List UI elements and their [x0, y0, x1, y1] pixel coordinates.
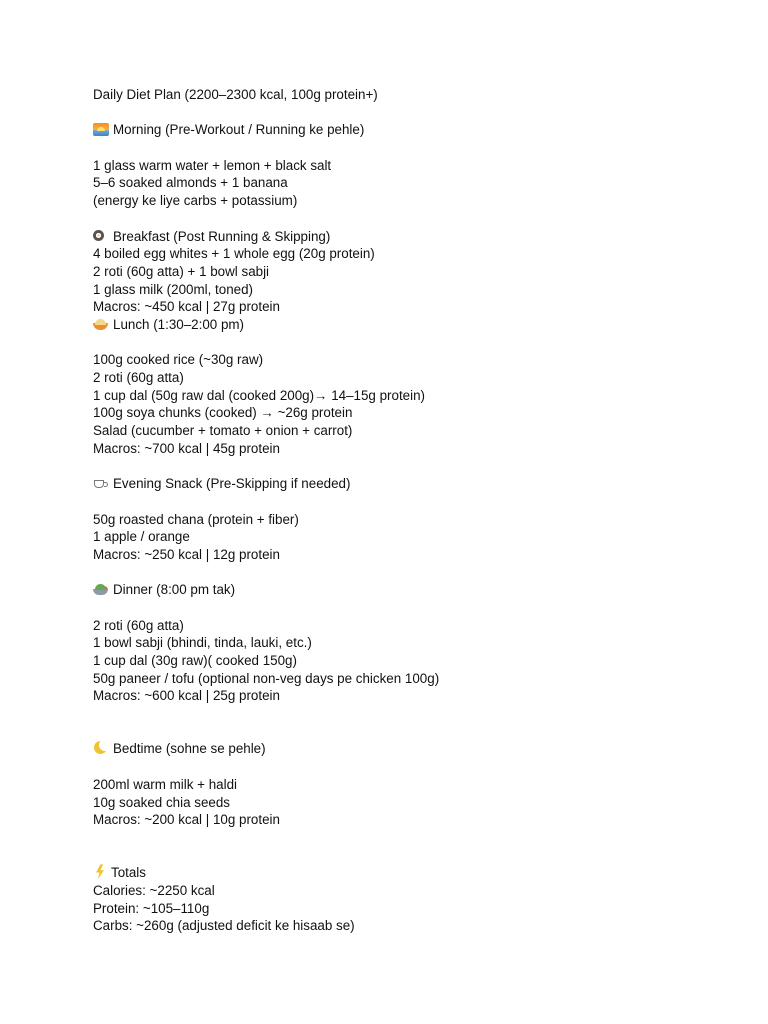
breakfast-item: 2 roti (60g atta) + 1 bowl sabji: [93, 263, 270, 279]
morning-heading: [93, 121, 733, 139]
dinner-item: 1 bowl sabji (bhindi, tinda, lauki, etc.): [93, 635, 312, 651]
morning-item: 1 glass warm water + lemon + black salt: [93, 157, 332, 173]
breakfast-item: 4 boiled egg whites + 1 whole egg (20g protein): [93, 246, 375, 262]
dinner-item: 2 roti (60g atta): [93, 617, 184, 633]
breakfast-item: 1 glass milk (200ml, toned): [93, 281, 254, 297]
dinner-item: 50g paneer / tofu (optional non-veg days pe chicken 100g): [93, 670, 440, 686]
totals-heading: [93, 864, 733, 882]
snack-item: 50g roasted chana (protein + fiber): [93, 511, 299, 527]
dinner-heading-text: Dinner (8:00 pm tak): [113, 582, 236, 598]
salad-icon: [93, 582, 109, 596]
breakfast-macros: Macros: ~450 kcal | 27g protein: [93, 299, 280, 315]
dinner-heading: [93, 581, 733, 599]
diet-plan-document: [93, 86, 733, 935]
morning-heading-text: Morning (Pre-Workout / Running ke pehle): [113, 122, 365, 138]
dinner-macros: Macros: ~600 kcal | 25g protein: [93, 688, 280, 704]
totals-heading-text: Totals: [111, 865, 146, 881]
totals-protein: Protein: ~105–110g: [93, 900, 210, 916]
bedtime-item: 200ml warm milk + haldi: [93, 776, 237, 792]
lunch-item: 100g cooked rice (~30g raw): [93, 352, 264, 368]
lunch-item: 1 cup dal (50g raw dal (cooked 200g)→ 14–15g protein): [93, 387, 426, 403]
morning-item: (energy ke liye carbs + potassium): [93, 193, 298, 209]
snack-heading-text: Evening Snack (Pre-Skipping if needed): [113, 476, 351, 492]
breakfast-heading-text: Breakfast (Post Running & Skipping): [113, 228, 331, 244]
snack-item: 1 apple / orange: [93, 529, 190, 545]
frying-pan-icon: [93, 229, 109, 243]
morning-item: 5–6 soaked almonds + 1 banana: [93, 175, 288, 191]
document-title: Daily Diet Plan (2200–2300 kcal, 100g protein+): [93, 87, 378, 102]
snack-macros: Macros: ~250 kcal | 12g protein: [93, 546, 280, 562]
totals-calories: Calories: ~2250 kcal: [93, 882, 215, 898]
lunch-item: 100g soya chunks (cooked) → ~26g protein: [93, 405, 353, 421]
lunch-bowl-icon: [93, 317, 109, 331]
bedtime-heading-text: Bedtime (sohne se pehle): [113, 741, 266, 757]
lunch-heading: [93, 316, 733, 334]
totals-carbs: Carbs: ~260g (adjusted deficit ke hisaab se): [93, 918, 355, 934]
breakfast-heading: [93, 228, 733, 246]
dinner-item: 1 cup dal (30g raw)( cooked 150g): [93, 653, 297, 668]
lunch-macros: Macros: ~700 kcal | 45g protein: [93, 440, 280, 456]
moon-icon: [93, 741, 109, 755]
sunrise-icon: [93, 123, 109, 136]
snack-heading: [93, 475, 733, 493]
lunch-item: 2 roti (60g atta): [93, 370, 184, 385]
bedtime-item: 10g soaked chia seeds: [93, 794, 230, 810]
lunch-heading-text: Lunch (1:30–2:00 pm): [113, 316, 245, 332]
bedtime-heading: [93, 740, 733, 758]
coffee-cup-icon: [93, 476, 109, 490]
bedtime-macros: Macros: ~200 kcal | 10g protein: [93, 812, 280, 828]
lightning-icon: [93, 864, 107, 879]
lunch-item: Salad (cucumber + tomato + onion + carrot): [93, 423, 353, 439]
